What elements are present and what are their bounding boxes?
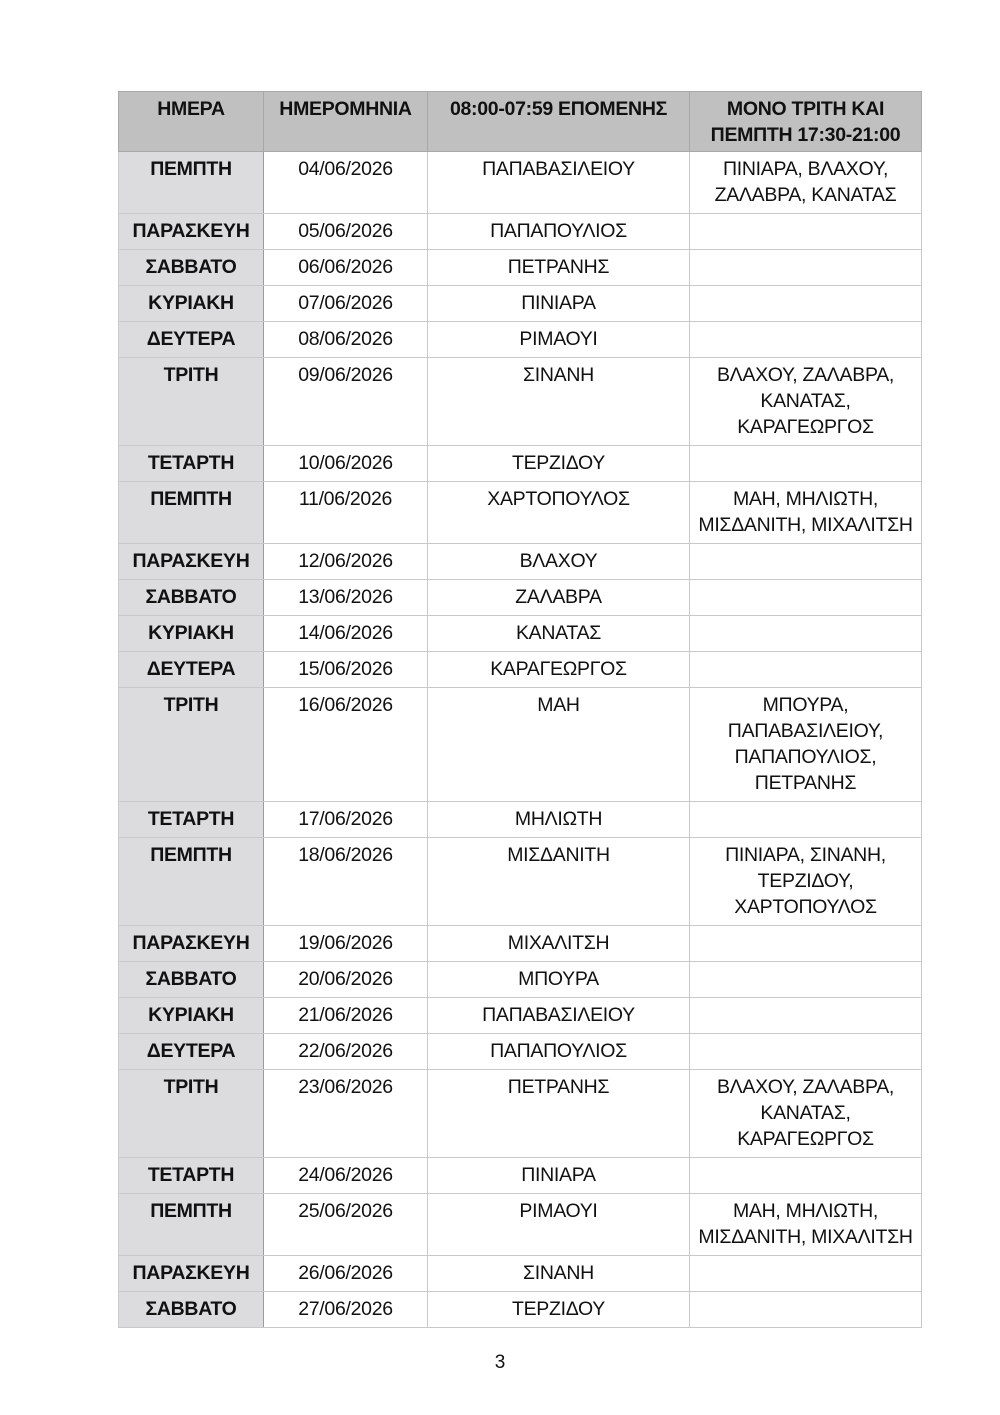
day-cell: ΚΥΡΙΑΚΗ — [119, 616, 264, 652]
duty-cell: ΜΠΟΥΡΑ — [428, 962, 690, 998]
duty-cell: ΠΕΤΡΑΝΗΣ — [428, 250, 690, 286]
evening-cell — [690, 214, 922, 250]
header-duty-shift: 08:00-07:59 ΕΠΟΜΕΝΗΣ — [428, 92, 690, 152]
duty-cell: ΒΛΑΧΟΥ — [428, 544, 690, 580]
duty-cell: ΠΕΤΡΑΝΗΣ — [428, 1070, 690, 1158]
day-cell: ΣΑΒΒΑΤΟ — [119, 962, 264, 998]
date-cell: 25/06/2026 — [264, 1194, 428, 1256]
duty-cell: ΧΑΡΤΟΠΟΥΛΟΣ — [428, 482, 690, 544]
table-row — [119, 998, 922, 1034]
table-row — [119, 1034, 922, 1070]
page-number: 3 — [494, 1352, 506, 1373]
day-cell: ΤΡΙΤΗ — [119, 1070, 264, 1158]
day-cell: ΠΕΜΠΤΗ — [119, 838, 264, 926]
day-cell: ΠΑΡΑΣΚΕΥΗ — [119, 1256, 264, 1292]
evening-cell — [690, 544, 922, 580]
day-cell: ΤΡΙΤΗ — [119, 688, 264, 802]
date-cell: 16/06/2026 — [264, 688, 428, 802]
table-row — [119, 544, 922, 580]
table-header-row — [119, 92, 922, 152]
evening-cell — [690, 616, 922, 652]
date-cell: 11/06/2026 — [264, 482, 428, 544]
table-row — [119, 1158, 922, 1194]
table-row — [119, 482, 922, 544]
duty-cell: ΠΑΠΑΒΑΣΙΛΕΙΟΥ — [428, 152, 690, 214]
date-cell: 17/06/2026 — [264, 802, 428, 838]
evening-cell: ΒΛΑΧΟΥ, ΖΑΛΑΒΡΑ, ΚΑΝΑΤΑΣ, ΚΑΡΑΓΕΩΡΓΟΣ — [690, 1070, 922, 1158]
table-row — [119, 962, 922, 998]
evening-cell — [690, 322, 922, 358]
table-row — [119, 322, 922, 358]
date-cell: 08/06/2026 — [264, 322, 428, 358]
duty-cell: ΤΕΡΖΙΔΟΥ — [428, 446, 690, 482]
evening-cell — [690, 1158, 922, 1194]
table-row — [119, 1194, 922, 1256]
table-row — [119, 616, 922, 652]
date-cell: 24/06/2026 — [264, 1158, 428, 1194]
table-row — [119, 214, 922, 250]
day-cell: ΔΕΥΤΕΡΑ — [119, 652, 264, 688]
day-cell: ΠΕΜΠΤΗ — [119, 1194, 264, 1256]
evening-cell — [690, 998, 922, 1034]
day-cell: ΔΕΥΤΕΡΑ — [119, 322, 264, 358]
date-cell: 18/06/2026 — [264, 838, 428, 926]
day-cell: ΠΑΡΑΣΚΕΥΗ — [119, 926, 264, 962]
day-cell: ΠΕΜΠΤΗ — [119, 482, 264, 544]
duty-cell: ΠΑΠΑΠΟΥΛΙΟΣ — [428, 214, 690, 250]
header-date: ΗΜΕΡΟΜΗΝΙΑ — [264, 92, 428, 152]
table-row — [119, 1070, 922, 1158]
evening-cell — [690, 1256, 922, 1292]
evening-cell — [690, 962, 922, 998]
duty-schedule-table — [118, 91, 922, 1328]
table-row — [119, 250, 922, 286]
table-row — [119, 688, 922, 802]
date-cell: 20/06/2026 — [264, 962, 428, 998]
duty-cell: ΠΙΝΙΑΡΑ — [428, 286, 690, 322]
header-evening-shift: ΜΟΝΟ ΤΡΙΤΗ ΚΑΙ ΠΕΜΠΤΗ 17:30-21:00 — [690, 92, 922, 152]
duty-cell: ΜΙΣΔΑΝΙΤΗ — [428, 838, 690, 926]
evening-cell: ΜΑΗ, ΜΗΛΙΩΤΗ, ΜΙΣΔΑΝΙΤΗ, ΜΙΧΑΛΙΤΣΗ — [690, 1194, 922, 1256]
duty-cell: ΡΙΜΑΟΥΙ — [428, 1194, 690, 1256]
evening-cell: ΜΑΗ, ΜΗΛΙΩΤΗ, ΜΙΣΔΑΝΙΤΗ, ΜΙΧΑΛΙΤΣΗ — [690, 482, 922, 544]
table-row — [119, 152, 922, 214]
day-cell: ΠΕΜΠΤΗ — [119, 152, 264, 214]
day-cell: ΤΕΤΑΡΤΗ — [119, 1158, 264, 1194]
evening-cell: ΜΠΟΥΡΑ, ΠΑΠΑΒΑΣΙΛΕΙΟΥ, ΠΑΠΑΠΟΥΛΙΟΣ, ΠΕΤΡΑΝΗΣ — [690, 688, 922, 802]
evening-cell — [690, 1034, 922, 1070]
date-cell: 23/06/2026 — [264, 1070, 428, 1158]
duty-cell: ΚΑΡΑΓΕΩΡΓΟΣ — [428, 652, 690, 688]
day-cell: ΠΑΡΑΣΚΕΥΗ — [119, 544, 264, 580]
day-cell: ΤΕΤΑΡΤΗ — [119, 446, 264, 482]
duty-cell: ΣΙΝΑΝΗ — [428, 358, 690, 446]
table-row — [119, 446, 922, 482]
duty-cell: ΖΑΛΑΒΡΑ — [428, 580, 690, 616]
duty-cell: ΚΑΝΑΤΑΣ — [428, 616, 690, 652]
date-cell: 10/06/2026 — [264, 446, 428, 482]
duty-cell: ΜΑΗ — [428, 688, 690, 802]
table-row — [119, 802, 922, 838]
date-cell: 09/06/2026 — [264, 358, 428, 446]
header-day: ΗΜΕΡΑ — [119, 92, 264, 152]
evening-cell — [690, 1292, 922, 1328]
duty-cell: ΤΕΡΖΙΔΟΥ — [428, 1292, 690, 1328]
date-cell: 21/06/2026 — [264, 998, 428, 1034]
date-cell: 13/06/2026 — [264, 580, 428, 616]
evening-cell: ΒΛΑΧΟΥ, ΖΑΛΑΒΡΑ, ΚΑΝΑΤΑΣ, ΚΑΡΑΓΕΩΡΓΟΣ — [690, 358, 922, 446]
day-cell: ΤΡΙΤΗ — [119, 358, 264, 446]
table-row — [119, 1292, 922, 1328]
date-cell: 27/06/2026 — [264, 1292, 428, 1328]
table-row — [119, 926, 922, 962]
day-cell: ΠΑΡΑΣΚΕΥΗ — [119, 214, 264, 250]
day-cell: ΣΑΒΒΑΤΟ — [119, 580, 264, 616]
evening-cell: ΠΙΝΙΑΡΑ, ΣΙΝΑΝΗ, ΤΕΡΖΙΔΟΥ, ΧΑΡΤΟΠΟΥΛΟΣ — [690, 838, 922, 926]
duty-cell: ΡΙΜΑΟΥΙ — [428, 322, 690, 358]
evening-cell — [690, 652, 922, 688]
table-row — [119, 580, 922, 616]
day-cell: ΤΕΤΑΡΤΗ — [119, 802, 264, 838]
date-cell: 19/06/2026 — [264, 926, 428, 962]
duty-cell: ΜΙΧΑΛΙΤΣΗ — [428, 926, 690, 962]
table-row — [119, 838, 922, 926]
duty-cell: ΜΗΛΙΩΤΗ — [428, 802, 690, 838]
date-cell: 07/06/2026 — [264, 286, 428, 322]
evening-cell — [690, 286, 922, 322]
duty-cell: ΠΑΠΑΠΟΥΛΙΟΣ — [428, 1034, 690, 1070]
evening-cell — [690, 446, 922, 482]
evening-cell: ΠΙΝΙΑΡΑ, ΒΛΑΧΟΥ, ΖΑΛΑΒΡΑ, ΚΑΝΑΤΑΣ — [690, 152, 922, 214]
table-row — [119, 358, 922, 446]
evening-cell — [690, 250, 922, 286]
date-cell: 26/06/2026 — [264, 1256, 428, 1292]
day-cell: ΣΑΒΒΑΤΟ — [119, 250, 264, 286]
date-cell: 12/06/2026 — [264, 544, 428, 580]
duty-cell: ΣΙΝΑΝΗ — [428, 1256, 690, 1292]
date-cell: 22/06/2026 — [264, 1034, 428, 1070]
date-cell: 15/06/2026 — [264, 652, 428, 688]
evening-cell — [690, 580, 922, 616]
day-cell: ΚΥΡΙΑΚΗ — [119, 286, 264, 322]
day-cell: ΚΥΡΙΑΚΗ — [119, 998, 264, 1034]
table-row — [119, 1256, 922, 1292]
table-row — [119, 652, 922, 688]
evening-cell — [690, 802, 922, 838]
date-cell: 04/06/2026 — [264, 152, 428, 214]
duty-cell: ΠΑΠΑΒΑΣΙΛΕΙΟΥ — [428, 998, 690, 1034]
duty-cell: ΠΙΝΙΑΡΑ — [428, 1158, 690, 1194]
date-cell: 06/06/2026 — [264, 250, 428, 286]
date-cell: 05/06/2026 — [264, 214, 428, 250]
evening-cell — [690, 926, 922, 962]
date-cell: 14/06/2026 — [264, 616, 428, 652]
table-row — [119, 286, 922, 322]
table-body — [119, 152, 922, 1328]
day-cell: ΣΑΒΒΑΤΟ — [119, 1292, 264, 1328]
day-cell: ΔΕΥΤΕΡΑ — [119, 1034, 264, 1070]
